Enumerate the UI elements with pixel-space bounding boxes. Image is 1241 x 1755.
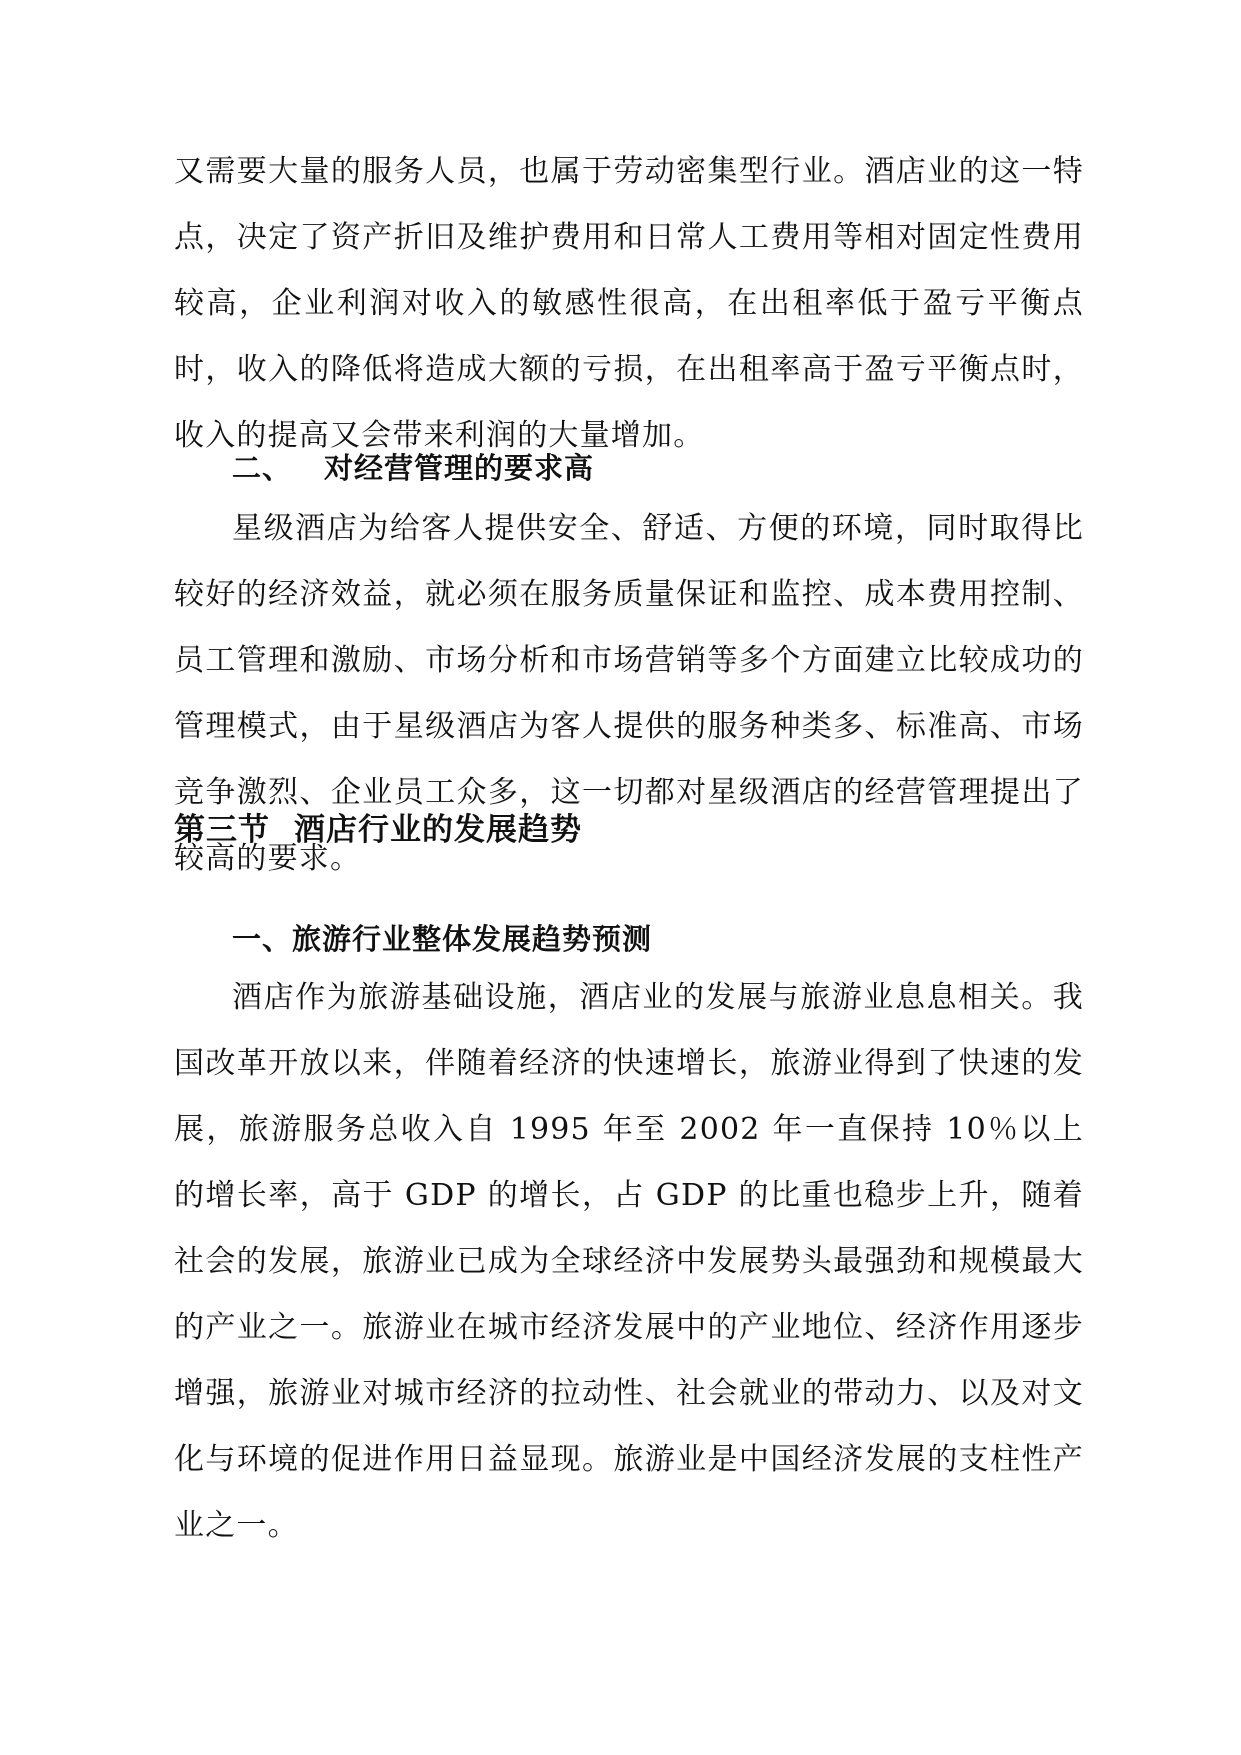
paragraph-labor-intensive: 又需要大量的服务人员，也属于劳动密集型行业。酒店业的这一特点，决定了资产折旧及维护费用和日常人工费用等相对固定性费用较高，企业利润对收入的敏感性很高，在出租率低于盈亏平衡点时，收入的降低将造成大额的亏损，在出租率高于盈亏平衡点时，收入的提高又会带来利润的大量增加。 bbox=[174, 154, 1084, 453]
paragraph-star-hotel-management: 星级酒店为给客人提供安全、舒适、方便的环境，同时取得比较好的经济效益，就必须在服务质量保证和监控、成本费用控制、员工管理和激励、市场分析和市场营销等多个方面建立比较成功的管理模式，由于星级酒店为客人提供的服务种类多、标准高、市场竞争激烈、企业员工众多，这一切都对星级酒店的经营管理提出了较高的要求。 bbox=[174, 511, 1084, 876]
heading-management-number: 二、 bbox=[232, 451, 293, 485]
paragraph-tourism-industry: 酒店作为旅游基础设施，酒店业的发展与旅游业息息相关。我国改革开放以来，伴随着经济的快速增长，旅游业得到了快速的发展，旅游服务总收入自 1995 年至 2002 年一直保持 10％以上的增长率，高于 GDP 的增长，占 GDP 的比重也稳步上升，随着社会的发展，旅游业已成为全球经济中发展势头最强劲和规模最大的产业之一。旅游业在城市经济发展中的产业地位、经济作用逐步增强，旅游业对城市经济的拉动性、社会就业的带动力、以及对文化与环境的促进作用日益显现。旅游业是中国经济发展的支柱性产业之一。 bbox=[174, 980, 1084, 1543]
heading-management-requirements bbox=[232, 448, 594, 488]
heading-management-text: 对经营管理的要求高 bbox=[324, 451, 595, 485]
section-number: 第三节 bbox=[174, 812, 270, 848]
section-title-text: 酒店行业的发展趋势 bbox=[294, 812, 582, 848]
section-title bbox=[174, 810, 582, 850]
heading-tourism-trend: 一、旅游行业整体发展趋势预测 bbox=[232, 922, 653, 956]
